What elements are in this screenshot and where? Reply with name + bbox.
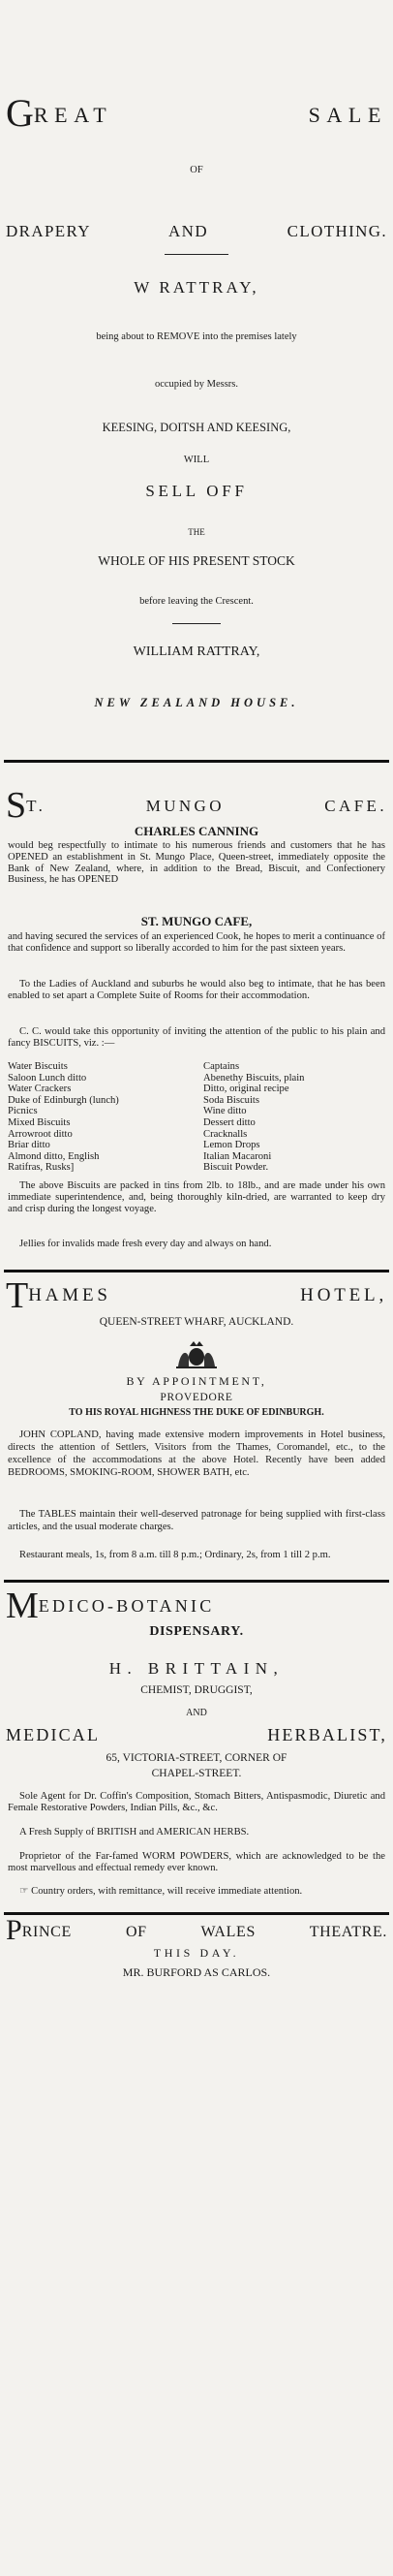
biscuit-item: Dessert ditto [203,1116,256,1128]
intro-paragraph: would beg respectfully to intimate to his numerous friends and customers that he has OPENED an establishment in St. Mungo Place, Queen-street, immediately opposite the Bank of New Zealand, where, in addition to the Bread, Biscuit, and Confectionery Business, he has OPENED [8,840,385,886]
coffin-paragraph: Sole Agent for Dr. Coffin's Composition, Stomach Bitters, Antispasmodic, Diuretic and Female Restorative Powders, Indian Pills, &c., &c. [8,1791,385,1813]
medico-botanic-heading [6,1586,387,1622]
biscuit-item: Picnics [8,1106,38,1117]
biscuit-item: Cracknalls [203,1128,248,1140]
biscuit-item: Captains [203,1061,240,1072]
drop-cap: M [6,1586,39,1622]
occupied-line: occupied by Messrs. [154,379,239,390]
drop-cap: P [6,1915,22,1944]
biscuit-item: Ditto, original recipe [203,1084,289,1095]
biscuit-item: Mixed Biscuits [8,1116,71,1128]
biscuits-list [8,1061,385,1174]
thames-hotel-title: HAMES HOTEL, [28,1285,387,1305]
and-line: AND [186,1708,207,1718]
proprietor-name: CHARLES CANNING [134,824,259,838]
hotel-address: QUEEN-STREET WHARF, AUCKLAND. [99,1316,294,1328]
section-divider [4,760,389,763]
rattray-name: W RATTRAY, [134,278,259,297]
biscuit-item: Almond ditto, English [8,1150,100,1162]
chapel-line: CHAPEL-STREET. [151,1768,242,1779]
dispensary-line: DISPENSARY. [149,1624,244,1639]
st-mungo-title: T. MUNGO CAFE. [26,797,387,815]
drop-cap: G [6,93,34,132]
of-line: OF [190,165,203,175]
sell-off-heading: SELL OFF [145,482,248,500]
copland-paragraph: JOHN COPLAND, having made extensive modern improvements in Hotel business, directs the attention of Settlers, Visitors from the Thames, Coromandel, etc., to the excellence of the accommodations at the above Hotel. Recently have been added BEDROOMS, SMOKING-ROOM, SHOWER BATH, etc. [8,1429,385,1478]
divider [165,254,228,255]
biscuits-right-column [190,1061,385,1174]
biscuit-item: Duke of Edinburgh (lunch) [8,1094,119,1106]
packing-paragraph: The above Biscuits are packed in tins from 2lb. to 18lb., and are made under his own immediate superintendence, and, being thoroughly kiln-dried, are warranted to keep dry and crisp during the longest voyage. [8,1180,385,1214]
carlos-line: MR. BURFORD AS CARLOS. [122,1965,271,1979]
herbalist-line: MEDICAL HERBALIST, [6,1725,387,1744]
biscuit-item: Wine ditto [203,1106,247,1117]
jellies-paragraph: Jellies for invalids made fresh every day and always on hand. [19,1239,272,1249]
before-leaving-line: before leaving the Crescent. [139,596,254,607]
biscuit-item: Briar ditto [8,1140,50,1151]
appointment-line: BY APPOINTMENT, [126,1374,267,1388]
biscuit-item: Biscuit Powder. [203,1162,269,1174]
biscuits-left-column [8,1061,190,1174]
will-line: WILL [183,455,210,465]
theatre-title: RINCE OF WALES THEATRE. [21,1924,387,1940]
street-line: 65, VICTORIA-STREET, CORNER OF [106,1752,287,1764]
great-sale-heading [6,93,387,132]
biscuit-item: Lemon Drops [203,1140,260,1151]
cafe-subheading: ST. MUNGO CAFE, [140,914,253,928]
biscuit-item: Ratifras, Rusks] [8,1162,75,1174]
whole-stock-line: WHOLE OF HIS PRESENT STOCK [98,553,295,568]
divider [172,623,221,624]
drop-cap: S [6,787,27,822]
remove-line: being about to REMOVE into the premises lately [96,331,297,342]
chemist-line: CHEMIST, DRUGGIST, [140,1684,253,1696]
royal-highness-line: TO HIS ROYAL HIGHNESS THE DUKE OF EDINBURGH. [69,1407,324,1418]
biscuit-item: Water Crackers [8,1084,72,1095]
firm-name: KEESING, DOITSH AND KEESING, [102,421,291,434]
restaurant-paragraph: Restaurant meals, 1s, from 8 a.m. till 8 p.m.; Ordinary, 2s, from 1 till 2 p.m. [19,1550,331,1560]
this-day-line: THIS DAY. [153,1946,240,1960]
new-zealand-house: NEW ZEALAND HOUSE. [94,696,299,709]
section-divider [4,1580,389,1583]
worm-powders-paragraph: Proprietor of the Far-famed WORM POWDERS, which are acknowledged to be the most marvellous and effectual remedy ever known. [8,1851,385,1873]
herbs-paragraph: A Fresh Supply of BRITISH and AMERICAN HERBS. [19,1827,250,1838]
st-mungo-heading [6,787,387,822]
great-sale-title: REAT SALE [33,103,387,127]
section-divider [4,1270,389,1272]
biscuit-item: Water Biscuits [8,1061,68,1072]
drop-cap: T [6,1277,29,1312]
theatre-heading [6,1915,387,1944]
biscuit-item: Soda Biscuits [203,1094,259,1106]
cook-paragraph: and having secured the services of an experienced Cook, he hopes to merit a continuance of that confidence and support so liberally accorded to him for the past sixteen years. [8,931,385,954]
biscuits-intro: C. C. would take this opportunity of inviting the attention of the public to his plain and fancy BISCUITS, viz. :— [8,1026,385,1049]
drapery-heading: DRAPERY AND CLOTHING. [6,222,387,240]
brittain-name: H. BRITTAIN, [108,1659,285,1678]
thames-hotel-heading [6,1277,387,1312]
country-orders-paragraph: ☞ Country orders, with remittance, will receive immediate attention. [19,1886,303,1897]
medico-botanic-title: EDICO-BOTANIC [38,1596,215,1616]
signature-name: WILLIAM RATTRAY, [133,644,260,659]
tables-paragraph: The TABLES maintain their well-deserved patronage for being supplied with first-class articles, and the usual moderate charges. [8,1509,385,1532]
biscuit-item: Italian Macaroni [203,1150,272,1162]
royal-crest-icon [172,1339,221,1370]
provedore-line: PROVEDORE [160,1392,233,1403]
the-line: THE [188,527,205,537]
ladies-paragraph: To the Ladies of Auckland and suburbs he would also beg to intimate, that he has been enabled to set apart a Complete Suite of Rooms for their accommodation. [8,979,385,1001]
biscuit-item: Arrowroot ditto [8,1128,73,1140]
biscuit-item: Abenethy Biscuits, plain [203,1072,305,1084]
biscuit-item: Saloon Lunch ditto [8,1072,87,1084]
